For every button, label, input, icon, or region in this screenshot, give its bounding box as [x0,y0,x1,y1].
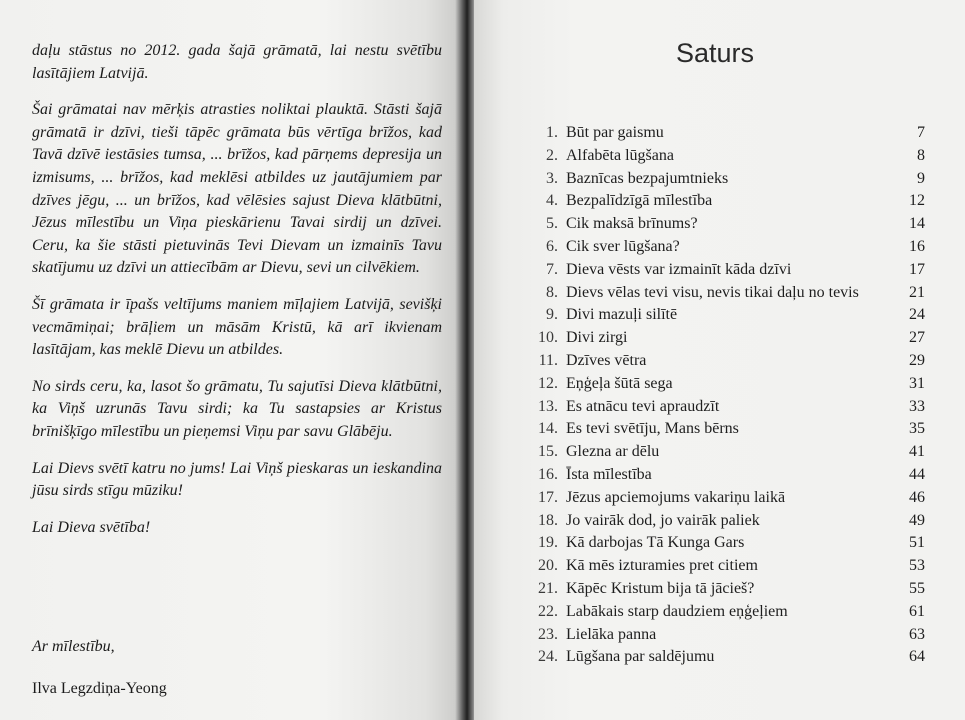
toc-entry-number: 6. [546,237,558,255]
toc-entry-page: 61 [909,602,925,620]
toc-entry-title: Kā darbojas Tā Kunga Gars [566,534,745,552]
toc-entry-page: 46 [909,488,925,506]
toc-entry-number: 3. [546,169,558,187]
toc-entry [530,192,925,215]
toc-entry-title: Labākais starp daudziem eņģeļiem [566,602,788,620]
toc-entry-title: Kā mēs izturamies pret citiem [566,557,758,575]
toc-entry-page: 53 [909,557,925,575]
toc-entry-page: 35 [909,420,925,438]
toc-entry-number: 13. [538,397,558,415]
toc-entry-title: Lielāka panna [566,625,657,643]
toc-entry [530,466,925,489]
toc-entry-title: Kāpēc Kristum bija tā jācieš? [566,579,755,597]
toc-entry-page: 29 [909,351,925,369]
toc-entry [530,489,925,512]
toc-entry-page: 41 [909,443,925,461]
toc-entry [530,420,925,443]
left-page-text [32,40,442,553]
toc-entry [530,648,925,671]
toc-entry [530,580,925,603]
toc-entry-title: Dievs vēlas tevi visu, nevis tikai daļu no tevis [566,283,859,301]
toc-entry-title: Dieva vēsts var izmainīt kāda dzīvi [566,260,792,278]
toc-entry [530,329,925,352]
left-page [0,0,462,720]
toc-entry-number: 21. [538,579,558,597]
toc-entry [530,261,925,284]
toc-entry-page: 44 [909,465,925,483]
toc-entry-page: 17 [909,260,925,278]
toc-entry [530,124,925,147]
paragraph: Lai Dieva svētība! [32,518,151,536]
signature-block [32,618,442,718]
page-title: Saturs [676,38,755,68]
paragraph: Šai grāmatai nav mērķis atrasties noliktai plauktā. Stāsti šajā grāmatā ir dzīvi, tieši tāpēc grāmata būs vērtīga brīžos, kad Tavā dzīvē iestāsies tumsa, ... brīžos, kad pārņems depresija un izmisums, ... brīžos, kad meklēsi atbildes uz jautājumiem par dzīves jēgu, ... un brīžos, kad vēlēsies sajust Dieva klātbūtni, Jēzus mīlestību un Viņa pieskārienu Tavai sirdij un dzīvei. Ceru, ka šie stāsti pietuvinās Tevi Dievam un izmainīs Tavu skatījumu uz dzīvi un attiecībām ar Dievu, sevi un cilvēkiem. [32,101,442,277]
toc-entry-number: 22. [538,602,558,620]
toc-entry [530,626,925,649]
toc-entry-number: 7. [546,260,558,278]
toc-entry [530,352,925,375]
toc-entry-title: Alfabēta lūgšana [566,146,674,164]
toc-entry-number: 19. [538,534,558,552]
toc-entry [530,238,925,261]
toc-entry-title: Cik maksā brīnums? [566,215,698,233]
toc-entry [530,443,925,466]
toc-entry-number: 23. [538,625,558,643]
toc-entry [530,170,925,193]
toc-entry-number: 12. [538,374,558,392]
toc-entry-title: Glezna ar dēlu [566,443,660,461]
toc-entry-number: 14. [538,420,558,438]
toc-entry [530,512,925,535]
toc-entry-number: 9. [546,306,558,324]
paragraph: daļu stāstus no 2012. gada šajā grāmatā, lai nestu svētību lasītājiem Latvijā. [32,42,442,82]
toc-entry [530,557,925,580]
toc-entry-number: 8. [546,283,558,301]
toc-entry-number: 17. [538,488,558,506]
toc-entry [530,147,925,170]
toc-entry-page: 24 [909,306,925,324]
paragraph: No sirds ceru, ka, lasot šo grāmatu, Tu sajutīsi Dieva klātbūtni, ka Viņš uzrunās Tavu sirdi; ka Tu sastapsies ar Kristus brīnišķīgo mīlestību un pieņemsi Viņu par savu Glābēju. [32,377,442,440]
toc-entry [530,215,925,238]
toc-entry-number: 4. [546,192,558,210]
toc-entry-title: Bezpalīdzīgā mīlestība [566,192,713,210]
toc-entry-title: Es atnācu tevi apraudzīt [566,397,720,415]
table-of-contents [530,124,925,671]
toc-entry-title: Divi mazuļi silītē [566,306,678,324]
toc-entry-title: Divi zirgi [566,329,628,347]
toc-entry [530,398,925,421]
toc-entry-number: 24. [538,648,558,666]
toc-entry-page: 51 [909,534,925,552]
toc-entry-page: 21 [909,283,925,301]
author-name: Ilva Legzdiņa-Yeong [32,680,167,697]
toc-entry-title: Jo vairāk dod, jo vairāk paliek [566,511,760,529]
toc-entry-number: 10. [538,329,558,347]
toc-entry-page: 8 [917,146,925,164]
closing-line: Ar mīlestību, [32,638,115,655]
toc-entry-page: 27 [909,329,925,347]
toc-entry [530,375,925,398]
paragraph: Šī grāmata ir īpašs veltījums maniem mīļajiem Latvijā, sevišķi vecmāmiņai; brāļiem un māsām Kristū, kā arī ikvienam lasītājam, kas meklē Dievu un atbildes. [32,295,442,359]
toc-entry-title: Lūgšana par saldējumu [566,648,715,666]
toc-entry-title: Jēzus apciemojums vakariņu laikā [566,488,786,506]
toc-entry [530,603,925,626]
toc-entry-page: 55 [909,579,925,597]
toc-entry-page: 63 [909,625,925,643]
toc-entry-number: 11. [538,351,558,369]
paragraph: Lai Dievs svētī katru no jums! Lai Viņš pieskaras un ieskandina jūsu sirds stīgu mūziku! [32,459,442,500]
toc-entry-number: 16. [538,465,558,483]
toc-entry-title: Es tevi svētīju, Mans bērns [566,420,739,438]
toc-entry-page: 49 [909,511,925,529]
toc-entry-title: Būt par gaismu [566,124,664,141]
toc-entry [530,534,925,557]
toc-entry-page: 64 [909,648,925,666]
toc-entry-page: 14 [909,215,925,233]
toc-entry-title: Cik sver lūgšana? [566,237,680,255]
toc-entry-number: 5. [546,215,558,233]
toc-entry-page: 7 [917,124,925,141]
toc-entry-title: Dzīves vētra [566,351,647,369]
toc-entry-number: 18. [538,511,558,529]
toc-entry [530,284,925,307]
toc-entry-number: 20. [538,557,558,575]
toc-entry-number: 1. [546,124,558,141]
toc-entry-page: 16 [909,237,925,255]
toc-entry-number: 2. [546,146,558,164]
toc-entry-page: 12 [909,192,925,210]
toc-entry-page: 9 [917,169,925,187]
toc-entry-title: Baznīcas bezpajumtnieks [566,169,729,187]
toc-entry-number: 15. [538,443,558,461]
toc-entry-page: 33 [909,397,925,415]
toc-entry-title: Īsta mīlestība [566,465,652,483]
toc-entry-title: Eņģeļa šūtā sega [566,374,673,392]
toc-entry [530,306,925,329]
toc-entry-page: 31 [909,374,925,392]
